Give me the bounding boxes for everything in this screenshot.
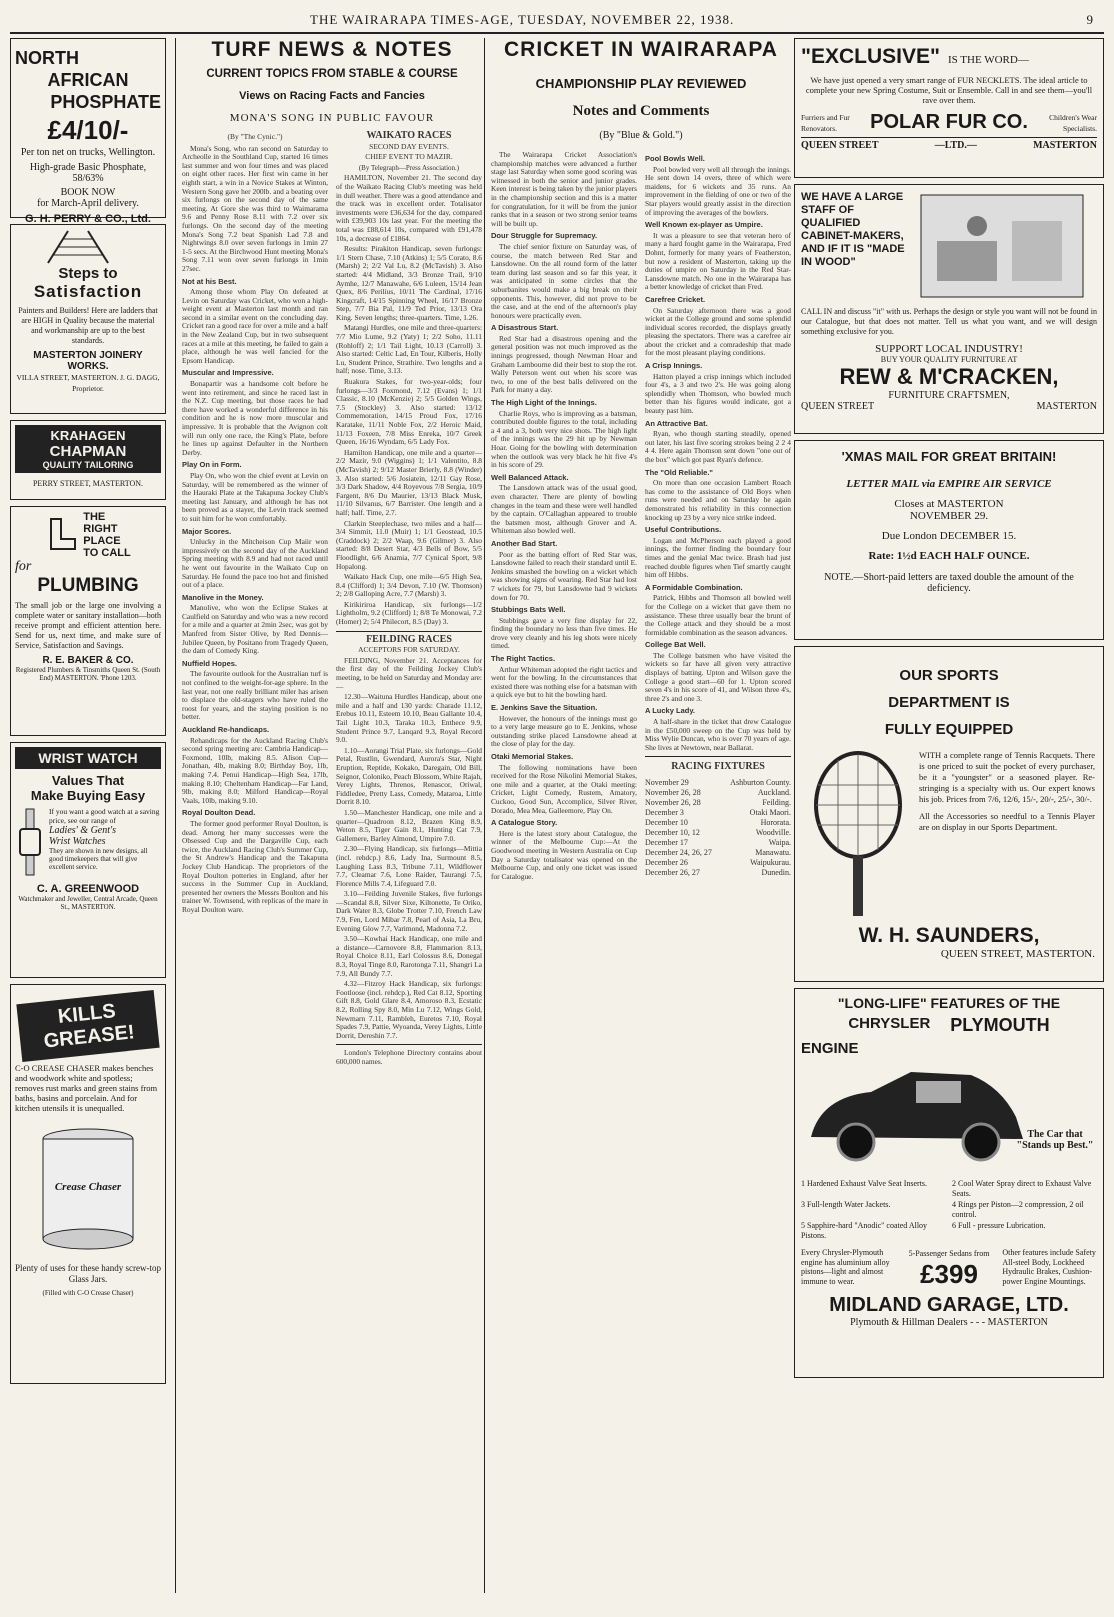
- cricket2-s3: Carefree Cricket.: [645, 294, 706, 304]
- fixture-row: [645, 798, 791, 808]
- phosphate-l6: BOOK NOW: [60, 187, 116, 198]
- waikato-p5: Hamilton Handicap, one mile and a quarter—2/2 Mazir, 9.0 (Wiggins) 1; 1/1 Valentito, 8.8 (McTavish) 2; 9/12 Master Brierly, 8.8 (Winder) 3. Also started: 5/6 Josiatein, 12/11 Gay Rose, 3/3 Dark Shadow, 4/4 Royevous 7/8 Sergia, 10/9 Fargent, 8/6 Du Maurier, 13/13 Black Musk, 11/10 Silvanus, 6/7 Barrister. One length and a half; half. Time, 2.7.: [336, 447, 482, 517]
- krahagen-addr: PERRY STREET, MASTERTON.: [32, 479, 144, 488]
- fixture-event: Waipa.: [768, 838, 791, 847]
- watch-l1: WRIST WATCH: [15, 747, 161, 769]
- cricket2-s2: Well Known ex-player as Umpire.: [645, 220, 763, 230]
- phosphate-l2: AFRICAN: [47, 70, 129, 90]
- chrysler-feature: 1 Hardened Exhaust Valve Seat Inserts.: [801, 1179, 928, 1188]
- masthead-title: THE WAIRARAPA TIMES-AGE, TUESDAY, NOVEMBER 22, 1938.: [310, 12, 735, 27]
- cricket2-p4: Hatton played a crisp innings which included four 4's, a 3 and two 2's. He was going along splendidly when Thomson, who bowled much better than his figures would indicate, got a beauty past him.: [645, 371, 791, 416]
- fixture-event: Feilding.: [762, 798, 791, 807]
- cricket-s8: E. Jenkins Save the Situation.: [491, 703, 598, 713]
- watch-l2: Values That: [51, 773, 125, 788]
- fixture-date: November 26, 28: [645, 798, 701, 807]
- cricket-section: [484, 38, 791, 1593]
- chrysler-l2: CHRYSLER: [848, 1015, 931, 1032]
- fixture-date: November 26, 28: [645, 788, 701, 797]
- chrysler-feature: 6 Full - pressure Lubrication.: [952, 1221, 1046, 1230]
- waikato-p1: HAMILTON, November 21. The second day of the Waikato Racing Club's meeting was held in dull weather. There was a good attendance and the track was in excellent order. Totalisator investments were £36,634 for the day, compared with £39,903 10s last year. For the meeting the total was £88,614 10s, compared with £91,478 10s, a decrease of £1864.: [336, 173, 482, 243]
- chrysler-l4: ENGINE: [801, 1040, 859, 1057]
- cricket-sub1: CHAMPIONSHIP PLAY REVIEWED: [535, 76, 747, 91]
- plumbing-addr: Registered Plumbers & Tinsmiths Queen St. (South End) MASTERTON. 'Phone 1203.: [15, 666, 161, 682]
- turf-s8: Royal Doulton Dead.: [182, 808, 256, 818]
- feilding-sub: ACCEPTORS FOR SATURDAY.: [358, 645, 460, 655]
- chrysler-features: [801, 1179, 1097, 1240]
- ad-phosphate: [10, 38, 166, 225]
- tennis-racket-icon: [803, 750, 913, 920]
- krahagen-l1: KRAHAGEN: [50, 428, 126, 443]
- fixtures-title: RACING FIXTURES: [671, 761, 765, 773]
- cricket-s10: A Catalogue Story.: [491, 818, 558, 828]
- chrysler-l5: The Car that "Stands up Best.": [1016, 1129, 1094, 1151]
- cricket-p6: Poor as the batting effort of Red Star was, Lansdowne failed to reach their standard until E. Jenkins smashed the bowling on a wicket which was showing signs of wearing. Red Star had lost 7 wickets for 79, but Lansdowne had 9 wickets down for 70.: [491, 549, 637, 602]
- turf-section: [175, 38, 482, 1593]
- chrysler-c1: Every Chrysler-Plymouth engine has aluminium alloy pistons—light and almost immune to wear.: [801, 1248, 890, 1286]
- waikato-p6: Clarkin Steeplechase, two miles and a half—3/4 Simmit, 11.0 (Muir) 1; 1/1 Geostead, 10.5 (Craddock) 2; 2/2 Waap, 9.6 (Gilmer) 3. Also started: 8/8 Desert Star, 4/3 Bells of Bow, 5/5 Floodlight, 6/6 Anamia, 7/7 Cynical Sport, 9/8 Hopalong.: [336, 518, 482, 571]
- turf-p8: Rehandicaps for the Auckland Racing Club's second spring meeting are: Cambria Handicap—Foxmond, 10lb, making 8.5. Alison Cup—Jonathan, 4lb, making 8.0; Birthday Boy, 1lb, making 7.4. Penui Handicap—High Sea, 17lb, making 8.10; Cheltenham Handicap—Far Land, 9lb, making 8.0; Milford Handicap—Royal Vaals, 10lb, making 9.10.: [182, 735, 328, 805]
- turf-p7: The favourite outlook for the Australian turf is not confined to the weight-for-age sphere. In the last year, not one really brilliant miler has arisen to displace the old-stagers who have ruled the roost for years, and the staying position is no better.: [182, 669, 328, 722]
- phosphate-l7: for March-April delivery.: [37, 198, 139, 209]
- newspaper-page: [10, 10, 1104, 1597]
- sports-text2: All the Accessories so needful to a Tennis Player are on display in our Sports Department.: [919, 811, 1095, 832]
- feilding-p1: FEILDING, November 21. Acceptances for the first day of the Feilding Jockey Club's meeting, to be held on Saturday and Monday are:—: [336, 655, 482, 691]
- cricket-s2: A Disastrous Start.: [491, 323, 559, 333]
- chrysler-l3: PLYMOUTH: [950, 1015, 1050, 1035]
- feilding-p2: 12.30—Waituna Hurdles Handicap, about one mile and a half and 130 yards: Charade 11.12, Erebus 10.11, Esteem 10.10, Beau Gallante 10.4, Tail Light 10.3, Taraka 10.3, Enthece 9.9, Student Prince 9.7, Lanqard 9.3, Royal Record 9.0.: [336, 692, 482, 745]
- turf-p3: Bonapartir was a handsome colt before he went into retirement, and since he raced last in the N.Z. Cup meeting, but those races he had there have worked a wonderful difference in his condition and he is now more muscular and impressive. It is probable that the Avignon colt will run only one race, the King's Plate, before he lines up against Defaulter in the Northern Derby.: [182, 379, 328, 457]
- ladder-icon: [18, 229, 158, 265]
- fixture-row: [645, 788, 791, 798]
- page-number: 9: [1086, 12, 1094, 27]
- turf-p9: The former good performer Royal Doulton, is dead. Among her many successes were the Obsessed Cup and the Dargaville Cup, each twice, the Auckland Racing Club's Summer Cup, the St Andrew's Handicap and the Takapuna Jockey Club Handicap. The proprietors of the Royal Doulton potteries in England, after her success in the Summer Cup in Auckland, presented her owners the Messrs Boulton and his trainer W. Townsend, with replicas of the mare in Royal Doulton ware.: [182, 818, 328, 914]
- waikato-sub1: SECOND DAY EVENTS.: [369, 141, 449, 151]
- cricket2-p10: A half-share in the ticket that drew Catalogue in the £50,000 sweep on the Cup was held by Miss Wylie Duncan, who is over 70 years of age. She lives at Newtown, near Ballarat.: [645, 717, 791, 752]
- fixture-row: [645, 778, 791, 788]
- exclusive-foot3: MASTERTON: [1033, 140, 1097, 151]
- cricket2-p1: Pool bowled very well all through the innings. He sent down 14 overs, three of which were maidens, for 6 wickets and 35 runs. An improvement in the fielding of one or two of the Star players would greatly assist in the direction of improving the averages of the bowlers.: [645, 164, 791, 217]
- cricket-p4: Charlie Roys, who is improving as a batsman, contributed double figures to the total, including a 4 and a 3, both very nice shots. The high light of the innings was the 29 hit up by Newman Hoar. Going for the bowling with determination when the outlook was very black he hit five 4's in his score of 29.: [491, 408, 637, 470]
- fixture-row: [645, 808, 791, 818]
- xmas-l3: Closes at MASTERTON: [894, 498, 1004, 510]
- cricket-p3: Red Star had a disastrous opening and the general position was not much improved as the innings progressed, though Newman Hoar and Graham Lambourne did their best to stop the rot. Wally Peterson went out when his score was two, to one of the best balls delivered on the Park for many a day.: [491, 333, 637, 395]
- grease-l3: Plenty of uses for these handy screw-top Glass Jars.: [15, 1263, 161, 1284]
- turf-s5: Manolive in the Money.: [182, 592, 264, 602]
- grease-text: C-O CREASE CHASER makes benches and woodwork white and spotless; removes rust marks and green stains from baths, basins and porcelain. And for kitchen utensils it is unequalled.: [15, 1063, 158, 1113]
- masthead: [10, 10, 1104, 34]
- cricket-p7: Stubbings gave a very fine display for 22, finding the boundary no less than five times. He drove very cleanly and his leg shots were nicely timed.: [491, 615, 637, 651]
- right-ads-column: [794, 38, 1104, 1593]
- cricket-s7: The Right Tactics.: [491, 654, 556, 664]
- xmas-l5: Due London DECEMBER 15.: [881, 530, 1017, 542]
- krahagen-l3: QUALITY TAILORING: [42, 460, 134, 470]
- chrysler-firm: MIDLAND GARAGE, LTD.: [829, 1294, 1069, 1316]
- chrysler-c2: 5-Passenger Sedans from: [908, 1249, 990, 1258]
- fixture-event: Manawatu.: [755, 848, 791, 857]
- ad-rew: [794, 184, 1104, 434]
- turf-s7: Auckland Re-handicaps.: [182, 725, 270, 734]
- cricket-p1: The Wairarapa Cricket Association's championship matches were advanced a further stage last Saturday when some good scoring was witnessed in both the senior and junior grades. Keen interest is being taken by the junior players in the championship section and this is a matter for congratulation, for it will be from the junior ranks that in a season or two strong senior teams will be built up.: [491, 150, 637, 228]
- phosphate-l3: PHOSPHATE: [50, 92, 161, 112]
- wristwatch-icon: [15, 807, 45, 877]
- chrysler-c3: Other features include Safety All-steel Body, Lockheed Hydraulic Brakes, Cushion-power Engine Mountings.: [1002, 1248, 1096, 1286]
- waikato-p4: Ruakura Stakes, for two-year-olds; four furlongs—3/3 Foxmond, 7.12 (Evans) 1; 1/1 Classic, 8.10 (McKenzie) 2; 5/5 Golden Wings, 7.5 (Stockley) 3. Also started: 13/12 Commemoration, 14/15 Proud Fox, 17/16 Karatake, 11/11 Noble Fox, 2/2 Heroic Maid, 11/13 Foxeen, 7/8 Miss Enreka, 10/7 Greek Queen, 16/16 Wyndam, 6/5 Lady Fox.: [336, 377, 482, 447]
- phosphate-firm: G. H. PERRY & CO., Ltd.: [25, 213, 151, 225]
- cricket-s4: Well Balanced Attack.: [491, 472, 569, 482]
- feilding-foot: London's Telephone Directory contains about 600,000 names.: [336, 1048, 482, 1066]
- watch-addr: Watchmaker and Jeweller, Central Arcade, Queen St., MASTERTON.: [18, 895, 158, 911]
- plumbing-l3: PLACE: [83, 535, 121, 547]
- phosphate-l5: High-grade Basic Phosphate, 58/63%: [29, 162, 147, 184]
- fixture-date: December 10: [645, 818, 688, 827]
- fixture-event: Waipukurau.: [750, 858, 791, 867]
- grease-tin: [33, 1123, 143, 1253]
- waikato-p7: Waikato Hack Cup, one mile—6/5 High Sea, 8.4 (Clifford) 1; 3/4 Devon, 7.10 (W. Thomson) 2; 2/8 Galloping Acre, 7.7 (Marsh) 3.: [336, 572, 482, 599]
- cricket2-p5: Ryan, who though starting steadily, opened out later, his last five scoring strokes being 2 2 4 4 4. Here again Thomson sent down "one out of the box" which got past Ryan's defence.: [645, 429, 791, 464]
- cricket-p8: Arthur Whiteman adopted the right tactics and went for the bowling. In the circumstances that existed there was nothing else for a batsman with a quick eye but to hit the bowling hard.: [491, 664, 637, 700]
- fixture-row: [645, 818, 791, 828]
- rew-text: CALL IN and discuss "it" with us. Perhaps the design or style you want will not be found in our Catalogue, but that does not matter. Tell us what you want, and we will design something exclusive for you.: [801, 307, 1097, 336]
- cricket-p9: However, the honours of the innings must go to a very large measure go to E. Jenkins, whose outstanding strike placed Lansdowne ahead at the close of play for the day.: [491, 713, 637, 749]
- plumbing-l5: for: [15, 559, 32, 574]
- cricket2-s5: An Attractive Bat.: [645, 418, 708, 428]
- fixture-event: Auckland.: [757, 788, 791, 797]
- turf-s4: Major Scores.: [182, 526, 232, 536]
- turf-sub1: CURRENT TOPICS FROM STABLE & COURSE: [206, 68, 458, 80]
- cricket2-s6: The "Old Reliable.": [645, 467, 713, 477]
- cricket2-p7: Logan and McPherson each played a good innings, the former finding the boundary four times and the genial Mac twice. Brash had just reached double figures when Tief smartly caught him off Hibbs.: [645, 535, 791, 580]
- watch-l4: If you want a good watch at a saving price, see our range of: [49, 807, 160, 825]
- exclusive-l1: "EXCLUSIVE": [801, 45, 940, 68]
- xmas-l7: NOTE.—Short-paid letters are taxed double the amount of the deficiency.: [824, 572, 1074, 594]
- feilding-p7: 3.50—Kowhai Hack Handicap, one mile and a distance—Carnovore 8.8, Flammarion 8.13, Royal Choice 8.11, Earl Colossus 8.6, Donegal 8.3, Royal Tinge 8.0, Rarotonga 7.11, Shangri La 7.9, All Bundy 7.7.: [336, 934, 482, 978]
- cricket2-s4: A Crisp Innings.: [645, 361, 703, 371]
- waikato-p3: Matangi Hurdles, one mile and three-quarters: 7/7 Mio Lume, 9.2 (Yaty) 1; 2/2 Soho, 11.11 (Rohloff) 2; 1/1 Tail Light, 10.13 (Carroll) 3. Also started: Celtic Lad, En Tour, Kilberis, Holly Lu, Student Prince, Strathire. Two lengths and a half; nose. Time, 3.13.: [336, 323, 482, 376]
- cricket2-s7: Useful Contributions.: [645, 525, 722, 535]
- chrysler-feature: 3 Full-length Water Jackets.: [801, 1200, 891, 1209]
- cricket-s3: The High Light of the Innings.: [491, 398, 597, 408]
- cricket2-p8: Patrick, Hibbs and Thomson all bowled well for the College on a wicket that gave them no assistance. These three usually bear the brunt of the College attack and they should be a most formidable combination as the season advances.: [645, 593, 791, 637]
- xmas-l4: NOVEMBER 29.: [909, 510, 989, 522]
- ad-grease: [10, 984, 166, 1384]
- turf-s6: Nuffield Hopes.: [182, 658, 238, 668]
- phosphate-price: £4/10/-: [47, 115, 129, 145]
- chrysler-l1: "LONG-LIFE" FEATURES OF THE: [837, 995, 1061, 1011]
- ad-plumbing: [10, 506, 166, 736]
- sports-l1: OUR SPORTS: [899, 667, 999, 684]
- ad-sports: [794, 646, 1104, 982]
- watch-l7: They are shown in new designs, all good timekeepers that will give excellent service.: [49, 847, 148, 871]
- feilding-title: FEILDING RACES: [366, 633, 452, 645]
- cricket2-s9: College Bat Well.: [645, 640, 706, 650]
- plumbing-l1: THE: [83, 511, 106, 523]
- cricket-p2: The chief senior fixture on Saturday was, of course, the match between Red Star and Lansdowne. On the all round form of the latter team during last season and so far this year, it was anticipated in some circles that the suburbanites would make a big break on their opponents. This, however, did not prove to be the case, and at the end of the afternoon's play honours were practically even.: [491, 241, 637, 320]
- cricket-s9: Otaki Memorial Stakes.: [491, 752, 574, 761]
- xmas-l6: Rate: 1½d EACH HALF OUNCE.: [868, 550, 1030, 562]
- phosphate-l4: Per ton net on trucks, Wellington.: [20, 147, 156, 158]
- cricket2-p6: On more than one occasion Lambert Roach has come to the assistance of Old Boys when runs were needed and on Saturday he again demonstrated his reliability in this connection knocking up 23 by a very nice strike indeed.: [645, 478, 791, 522]
- waikato-p2: Results: Pirakiton Handicap, seven furlongs: 1/1 Stern Chase, 7.10 (Atkins) 1; 5/5 Corato, 8.6 (Marsh) 2; 2/2 Val Lu, 8.2 (McTavish) 3. Also started: 4/4 Midland, 3/3 Bronze Trail, 9/10 Aymhe, 12/7 Manawahe, 6/6 Luleen, 15/14 Jean Quex, 8/6 Perilius, 10/11 The Cardinal, 17/16 Kingcraft, 14/15 Spinning Wheel, 16/17 Bronze Step, 7/7 Bia Pal, 11/9 Ted Prior, 13/13 Ora King. Seven lengths; three-quarters. Time, 1.26.: [336, 244, 482, 322]
- rew-l4: FURNITURE CRAFTSMEN,: [888, 390, 1010, 401]
- ad-chrysler: [794, 988, 1104, 1378]
- fixture-date: December 10, 12: [645, 828, 700, 837]
- cricket2-p9: The College batsmen who have visited the wickets so far have all given very attractive displays of batting. Upton and Wilson gave the College a good start—60 for 1. Upton scored seven 4's in his score of 41, and Wilson three 4's, three 2's and one 3.: [645, 650, 791, 703]
- chrysler-feature: 5 Sapphire-hard "Anodic" coated Alloy Pistons.: [801, 1221, 928, 1240]
- chrysler-price: £399: [920, 1259, 978, 1289]
- waikato-title: WAIKATO RACES: [366, 130, 452, 141]
- cricket-p10: The following nominations have been received for the Rose Nikolini Memorial Stakes, one mile and a quarter, at the Otaki meeting: Cricket, Light Comedy, Rustem, Amatory, Cuckoo, Good Sun, Accomplice, Silver River, Dorado, Mea Mea, Galleemore, Play On.: [491, 762, 637, 815]
- chrysler-foot: Plymouth & Hillman Dealers - - - MASTERTON: [850, 1317, 1048, 1328]
- feilding-p6: 3.10—Feilding Juvenile Stakes, five furlongs—Scandal 8.8, Silver Sixe, Kiltonette, Te Oriko, Dark Water 8.3, Globe Trotter 7.10, French Law 7.9, Fen, Lord Mibar 7.8, Pearl of Asia, La Bru, Evening Glow 7.7, Varimond, Madonna 7.2.: [336, 889, 482, 933]
- watch-firm: C. A. GREENWOOD: [36, 883, 140, 895]
- cricket2-p3: On Saturday afternoon there was a good wicket at the College ground and some splendid individual scores recorded, the displays greatly pleasing the spectators. There was a carefree air about the cricket and a comradeship that made for the most pleasant playing conditions.: [645, 305, 791, 358]
- turf-p6: Manolive, who won the Eclipse Stakes at Caulfield on Saturday and who was a new record for a mile and a quarter at 2min 2sec, was got by Manfred from Sister Olive, by Red Dennis—Jubilee Queen, by Positano from Tragedy Queen, the dam of Comedy King.: [182, 603, 328, 656]
- exclusive-l2: IS THE WORD—: [947, 54, 1029, 66]
- exclusive-left: Furriers and Fur Renovators.: [801, 112, 850, 133]
- turf-sub2: Views on Racing Facts and Fancies: [239, 90, 425, 102]
- turf-p4: Play On, who won the chief event at Levin on Saturday, will be remembered as the winner of the Hauraki Plate at the Takapuna Jockey Club's meeting last January, and although he has not been proved as a stayer, the Levin track seemed to suit him for he won comfortably.: [182, 470, 328, 523]
- fixture-row: [645, 828, 791, 838]
- cricket-s6: Stubbings Bats Well.: [491, 605, 566, 615]
- fixture-event: Ashburton County.: [730, 778, 791, 787]
- watch-l6: Wrist Watches: [49, 836, 106, 847]
- rew-l3: BUY YOUR QUALITY FURNITURE AT: [880, 355, 1018, 364]
- cricket2-s10: A Lucky Lady.: [645, 706, 696, 716]
- sports-l3: FULLY EQUIPPED: [884, 721, 1014, 738]
- steps-title2: Satisfaction: [33, 282, 143, 301]
- plumbing-l2: RIGHT: [83, 523, 118, 535]
- cricket-title: CRICKET IN WAIRARAPA: [504, 38, 778, 61]
- ad-wristwatch: [10, 742, 166, 978]
- turf-head: MONA'S SONG IN PUBLIC FAVOUR: [229, 112, 435, 124]
- cricket-s1: Dour Struggle for Supremacy.: [491, 231, 598, 241]
- watch-l5: Ladies' & Gent's: [49, 825, 117, 836]
- cricket2-s1: Pool Bowls Well.: [645, 154, 705, 163]
- sports-addr: QUEEN STREET, MASTERTON.: [940, 948, 1095, 960]
- plumbing-text: The small job or the large one involving a complete water or sanitary installation—both receive prompt and efficient attention here. Send for us, next time, and make sure of Service, Satisfaction and Savings.: [15, 601, 161, 650]
- exclusive-foot2: —LTD.—: [934, 140, 977, 151]
- grease-l4: (Filled with C-O Crease Chaser): [42, 1289, 134, 1297]
- left-ads-column: [10, 38, 166, 1593]
- rew-l1: WE HAVE A LARGE STAFF OF QUALIFIED CABINET-MAKERS, AND IF IT IS "MADE IN WOOD": [801, 191, 905, 268]
- plumbing-l6: PLUMBING: [37, 575, 139, 596]
- chrysler-feature: 4 Rings per Piston—2 compression, 2 oil control.: [952, 1200, 1084, 1219]
- phosphate-l1: NORTH: [15, 48, 79, 68]
- xmas-l1: 'XMAS MAIL FOR GREAT BRITAIN!: [841, 449, 1057, 464]
- waikato-p8: Kirikiriroa Handicap, six furlongs—1/2 Lightholm, 9.2 (Clifford) 1; 8/8 Te Monowai, 7.2 (Homer) 2; 5/4 Philecort, 8.5 (Day) 3.: [336, 599, 482, 627]
- cricket-p11: Here is the latest story about Catalogue, the winner of the Melbourne Cup:—At the Goodwood meeting in Western Australia on Cup Day a Saturday totalisator was opened on the Melbourne Cup, and only one ticket was issued for Catalogue.: [491, 828, 637, 881]
- xmas-l2: LETTER MAIL via EMPIRE AIR SERVICE: [846, 478, 1052, 490]
- feilding-p4: 1.50—Manchester Handicap, one mile and a quarter—Quadroon 8.12, Brazen King 8.9, Weton 8.5, Tiger Gain 8.1, Hunting Cat 7.9, Gallemere, Barley Almond, Umpire 7.0.: [336, 807, 482, 843]
- turf-s2: Muscular and Impressive.: [182, 368, 274, 378]
- steps-addr: VILLA STREET, MASTERTON. J. G. DAGG, Proprietor.: [16, 373, 160, 393]
- krahagen-l2: CHAPMAN: [49, 443, 127, 460]
- exclusive-foot1: QUEEN STREET: [801, 140, 879, 151]
- fixture-event: Dunedin.: [761, 868, 791, 877]
- fixture-event: Woodville.: [755, 828, 791, 837]
- car-illustration: [801, 1057, 1031, 1167]
- grease-l2: GREASE!: [42, 1021, 136, 1053]
- fixture-row: [645, 848, 791, 858]
- steps-firm: MASTERTON JOINERY WORKS.: [33, 350, 143, 372]
- turf-s1: Not at his Best.: [182, 276, 237, 286]
- fixture-date: December 26, 27: [645, 868, 700, 877]
- exclusive-text: We have just opened a very smart range of FUR NECKLETS. The ideal article to complete your new Spring Costume, Suit or Ensemble. Call in and see them—you'll rave over them.: [805, 75, 1093, 105]
- ad-exclusive: [794, 38, 1104, 178]
- steps-text: Painters and Builders! Here are ladders that are HIGH in Quality because the material and workmanship are up to the best standards.: [18, 306, 158, 345]
- feilding-p3: 1.10—Aorangi Trial Plate, six furlongs—Gold Petal, Rustlin, Gwendard, Aurora's Star, Night Eruption, Reptide, Kokako, Daregain, Old Bill, Seignor, Coloniko, Peach Blossom, White Rajah, Verey Lights, Threnos, Renascor, Oriwal, Fiddledee, Pretty Lass, Comedy, Mataroa, Little Dorrit 8.10.: [336, 745, 482, 807]
- plumbing-firm: R. E. BAKER & CO.: [42, 655, 134, 666]
- sports-l2: DEPARTMENT IS: [888, 694, 1010, 711]
- rew-firm: REW & M'CRACKEN,: [839, 364, 1059, 389]
- waikato-src: (By Telegraph—Press Association.): [358, 163, 460, 172]
- cricket2-s8: A Formidable Combination.: [645, 582, 743, 592]
- watch-l3: Make Buying Easy: [30, 788, 146, 803]
- fixture-date: December 3: [645, 808, 684, 817]
- turf-s3: Play On in Form.: [182, 460, 242, 470]
- ad-xmas-mail: [794, 440, 1104, 640]
- turf-title: TURF NEWS & NOTES: [211, 38, 453, 61]
- chrysler-feature: 2 Cool Water Spray direct to Exhaust Valve Seats.: [952, 1179, 1092, 1198]
- fixture-date: December 26: [645, 858, 688, 867]
- turf-p1: Mona's Song, who ran second on Saturday to Archeolle in the Southland Cup, started 16 times last summer and won four times and was placed on eight other races. Her first win came in her eighth start, a win in a Novice Stakes at Winton, Western Song gave her 200lb. and a beating over six furlongs on the second day of the same meeting. At Gore she was third to Waimarama 9.6 and Penny Rose 8.11 with 7.2 over six furlongs. On the second day of the meeting Mona's Song 7.2 beat Spanish Lad 7.8 and Nightwings 8.0 over seven furlongs in 1min 27 1-5 secs. At the Birchwood Hunt meeting Mona's Song 7.11 won over seven furlongs in 1min 27sec.: [182, 143, 328, 273]
- pipe-icon: [45, 515, 79, 555]
- fixtures-list: [645, 778, 791, 878]
- waikato-sub2: CHIEF EVENT TO MAZIR.: [365, 152, 453, 162]
- rew-foot1: QUEEN STREET: [801, 401, 875, 412]
- fixture-row: [645, 838, 791, 848]
- sports-firm: W. H. SAUNDERS,: [858, 924, 1040, 947]
- fixture-row: [645, 868, 791, 878]
- cricket2-p2: It was a pleasure to see that veteran hero of many a hard fought game in the Wairarapa, Fred Dohnt, formerly for many years of Featherston, but now a resident of Masterton, taking up the duties of umpire on Saturday in the Red Star-Lansdowne match. No one in the Wairarapa has a better knowledge of cricket than Fred.: [645, 230, 791, 292]
- steps-title1: Steps to: [58, 265, 118, 282]
- turf-p5: Unlucky in the Mitcheison Cup Maiir won impressively on the second day of the Auckland Spring meeting with 8.9 and had not raced until he went out favourite in the Waikato Cup on Saturday. He found the pace too hot and finished out of a place.: [182, 537, 328, 590]
- fixture-date: December 17: [645, 838, 688, 847]
- workshop-illustration: [917, 191, 1087, 301]
- fixture-event: Otaki Maori.: [749, 808, 791, 817]
- cricket-byline: (By "Blue & Gold."): [599, 130, 683, 141]
- ad-krahagen: [10, 420, 166, 500]
- cricket-p5: The Lansdown attack was of the usual good, even character. There are plenty of bowling changes in the team and these were well handled by the captain. O'Callaghan appeared to trouble the batsmen most, although Grover and A. Whiteman also bowled well.: [491, 483, 637, 536]
- rew-l2: SUPPORT LOCAL INDUSTRY!: [875, 343, 1023, 355]
- cricket-s5: Another Bad Start.: [491, 538, 558, 548]
- exclusive-right: Children's Wear Specialists.: [1049, 112, 1097, 133]
- grease-tin-label: Crease Chaser: [54, 1181, 122, 1193]
- fixture-date: December 24, 26, 27: [645, 848, 712, 857]
- fixture-row: [645, 858, 791, 868]
- feilding-p5: 2.30—Flying Handicap, six furlongs—Mittia (incl. rehdcp.) 8.6, Lady Ina, Surmount 8.5, Laughing Lass 8.3, Tribune 7.11, Wildflower 7.7, Cleamar 7.6, Lone Raider, Taurangi 7.5, Florence Mills 7.4, Lifeguard 7.0.: [336, 844, 482, 888]
- fixture-date: November 29: [645, 778, 689, 787]
- ad-steps: [10, 224, 166, 414]
- turf-byline: (By "The Cynic."): [227, 132, 283, 141]
- exclusive-firm: POLAR FUR CO.: [870, 111, 1028, 133]
- fixture-event: Hororata.: [760, 818, 791, 827]
- rew-foot2: MASTERTON: [1036, 401, 1097, 412]
- grease-l1: KILLS: [56, 1000, 117, 1029]
- cricket-sub2: Notes and Comments: [572, 103, 710, 119]
- feilding-p8: 4.32—Fitzroy Hack Handicap, six furlongs: Footloose (incl. rehdcp.), Red Cat 8.12, Sporting Gift 8.8, Gold Glare 8.4, Amoroso 8.3, Ecstatic 8.2, Rolling Spy 8.0, Min Lu 7.12, Wings Gold, Newmarn 7.11, Rambleh, Euretos 7.10, Royal Spades 7.9, Pattie, Wyoanda, Verey Lights, Little Dorrit, Dereshin 7.7.: [336, 979, 482, 1040]
- sports-text: WITH a complete range of Tennis Racquets. There is one priced to suit the pocket of every purchaser, be it a "youngster" or a seasoned player. Re-stringing is a specialty with us. Our expert knows his job. Prices from 7/6, 12/6, 15/-, 20/-, 25/-, 30/-.: [919, 750, 1095, 804]
- turf-p2: Among those whom Play On defeated at Levin on Saturday was Cricket, who won a high-weight event at Masterton last month and ran second in a similar event on the concluding day. Cricket ran a good race for over a mile and a half in the New Zealand Cup, but in two subsequent races at a mile at this meeting, he failed to gain a place, although he was well fancied for the Epsom Handicap.: [182, 287, 328, 365]
- plumbing-l4: TO CALL: [83, 547, 131, 559]
